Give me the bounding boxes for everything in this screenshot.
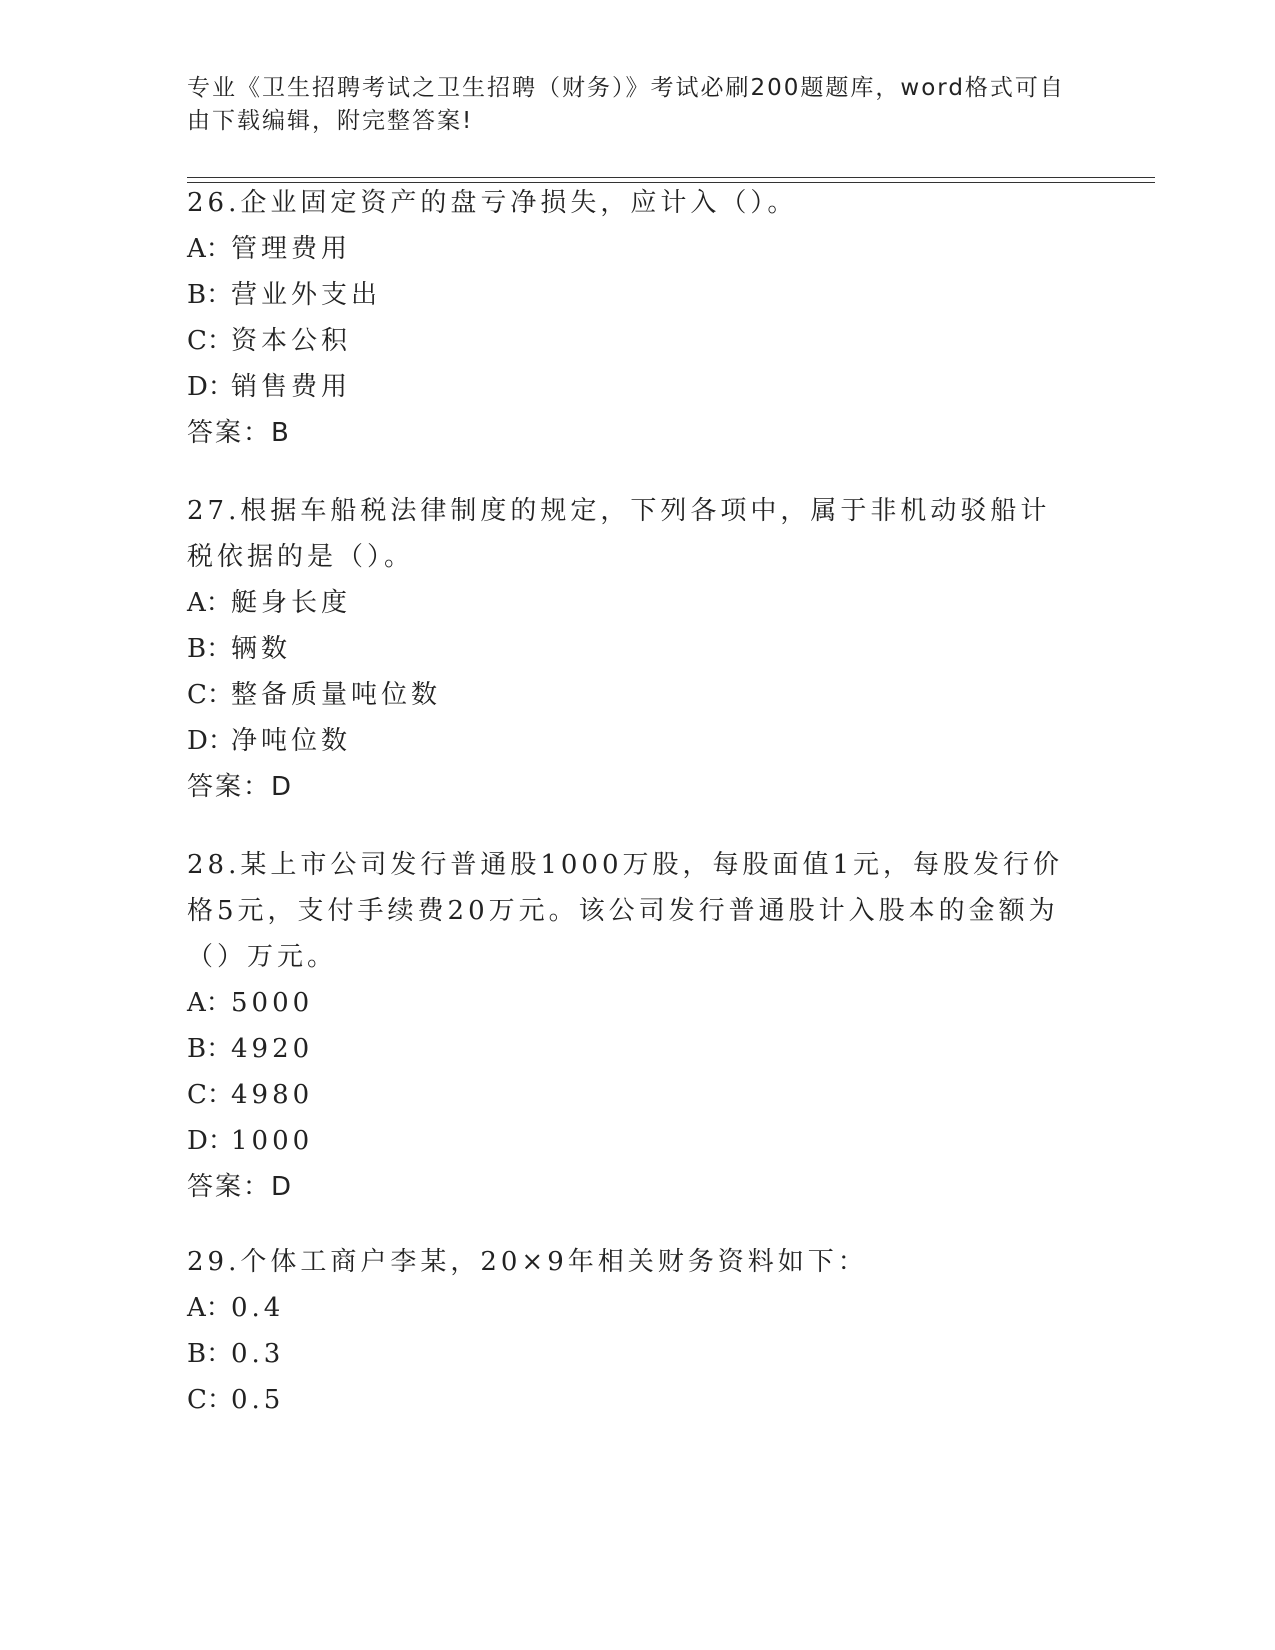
question-26: [187, 180, 1077, 456]
option-d: [187, 1118, 1077, 1164]
option-b: [187, 1331, 1077, 1377]
question-stem: 28.某上市公司发行普通股1000万股，每股面值1元，每股发行价格5元，支付手续费20万元。该公司发行普通股计入股本的金额为（）万元。: [187, 850, 1064, 972]
option-text: 4920: [231, 1034, 314, 1064]
option-c: [187, 318, 1077, 364]
question-29: [187, 1239, 1077, 1423]
option-c: [187, 672, 1077, 718]
option-key: C：: [187, 326, 233, 356]
option-key: C：: [187, 1080, 233, 1110]
option-text: 0.4: [231, 1293, 285, 1323]
option-key: D：: [187, 372, 234, 402]
option-text: 营业外支出: [231, 280, 382, 310]
option-b: [187, 1026, 1077, 1072]
option-d: [187, 364, 1077, 410]
option-key: C：: [187, 1385, 233, 1415]
option-key: B：: [187, 280, 233, 310]
header-divider-top: [187, 177, 1155, 178]
option-text: 5000: [231, 988, 314, 1018]
answer-line: 答案：B: [187, 418, 291, 448]
option-a: [187, 226, 1077, 272]
option-b: [187, 272, 1077, 318]
option-key: A：: [187, 988, 232, 1018]
option-text: 0.5: [231, 1385, 285, 1415]
option-a: [187, 580, 1077, 626]
option-text: 艇身长度: [231, 588, 352, 618]
option-text: 辆数: [231, 634, 292, 664]
option-text: 销售费用: [231, 372, 352, 402]
option-key: B：: [187, 1034, 233, 1064]
option-text: 整备质量吨位数: [231, 680, 442, 710]
question-stem: 26.企业固定资产的盘亏净损失，应计入（）。: [187, 188, 798, 218]
option-b: [187, 626, 1077, 672]
option-key: D：: [187, 1126, 234, 1156]
question-stem: 27.根据车船税法律制度的规定，下列各项中，属于非机动驳船计税依据的是（）。: [187, 496, 1051, 572]
option-key: B：: [187, 1339, 233, 1369]
option-text: 1000: [231, 1126, 314, 1156]
option-a: [187, 1285, 1077, 1331]
option-key: A：: [187, 234, 232, 264]
option-c: [187, 1377, 1077, 1423]
option-a: [187, 980, 1077, 1026]
document-header: 专业《卫生招聘考试之卫生招聘（财务）》考试必刷200题题库，word格式可自由下载编辑，附完整答案!: [187, 75, 1065, 134]
option-text: 4980: [231, 1080, 314, 1110]
option-key: D：: [187, 726, 234, 756]
option-key: C：: [187, 680, 233, 710]
option-text: 0.3: [231, 1339, 285, 1369]
question-27: [187, 488, 1077, 810]
answer-line: 答案：D: [187, 1172, 294, 1202]
option-d: [187, 718, 1077, 764]
option-c: [187, 1072, 1077, 1118]
option-text: 管理费用: [231, 234, 352, 264]
question-stem: 29.个体工商户李某，20×9年相关财务资料如下：: [187, 1247, 868, 1277]
option-text: 资本公积: [231, 326, 352, 356]
option-key: A：: [187, 588, 232, 618]
option-key: B：: [187, 634, 233, 664]
question-28: [187, 842, 1077, 1210]
answer-line: 答案：D: [187, 772, 294, 802]
option-text: 净吨位数: [231, 726, 352, 756]
option-key: A：: [187, 1293, 232, 1323]
